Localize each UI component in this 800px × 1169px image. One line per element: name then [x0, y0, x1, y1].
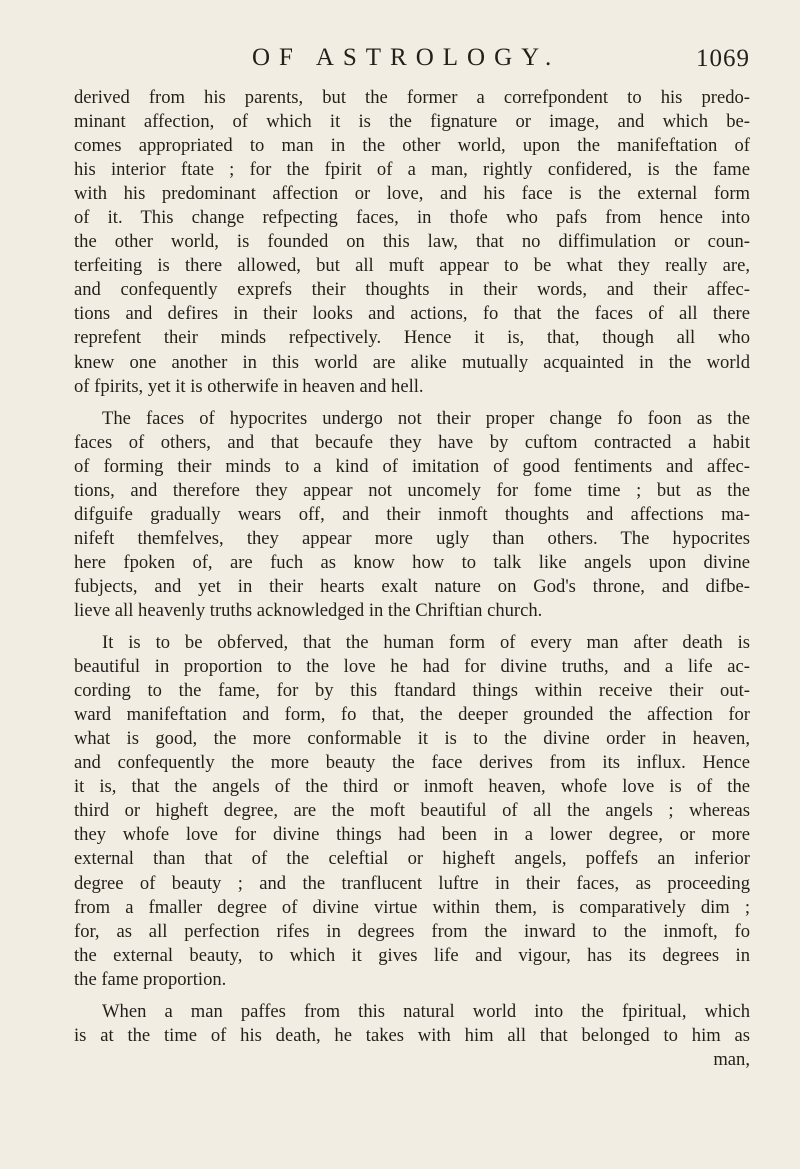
paragraph-gap [74, 399, 750, 407]
text-line: ward manifeftation and form, fo that, the deeper grounded the affection for [74, 704, 750, 726]
text-line: here fpoken of, are fuch as know how to talk like angels upon divine [74, 551, 750, 573]
paragraph-gap [74, 992, 750, 1000]
body-text [74, 86, 750, 1072]
text-line: comes appropriated to man in the other world, upon the manifeftation of [74, 135, 750, 157]
paragraph [74, 407, 750, 623]
text-line: beautiful in proportion to the love he had for divine truths, and a life ac- [74, 656, 750, 678]
paragraph [74, 1000, 750, 1072]
paragraph [74, 631, 750, 992]
running-head [0, 44, 800, 80]
text-line: from a fmaller degree of divine virtue within them, is comparatively dim ; [74, 896, 750, 918]
text-line: lieve all heavenly truths acknowledged in the Chriftian church. [74, 599, 543, 621]
text-line: The faces of hypocrites undergo not their proper change fo foon as the [102, 407, 750, 429]
text-line: nifeft themfelves, they appear more ugly than others. The hypocrites [74, 527, 750, 549]
catchword: man, [713, 1048, 750, 1070]
text-line: it is, that the angels of the third or inmoft heaven, whofe love is of the [74, 776, 750, 798]
text-line: It is to be obferved, that the human form of every man after death is [102, 632, 750, 654]
text-line: the other world, is founded on this law, that no diffimulation or coun- [74, 231, 750, 253]
text-line: tions and defires in their looks and actions, fo that the faces of all there [74, 303, 750, 325]
text-line: the fame proportion. [74, 968, 227, 990]
text-line: degree of beauty ; and the tranflucent luftre in their faces, as proceeding [74, 872, 750, 894]
text-line: terfeiting is there allowed, but all muft appear to be what they really are, [74, 255, 750, 277]
text-line: and confequently exprefs their thoughts in their words, and their affec- [74, 279, 750, 301]
text-line: knew one another in this world are alike mutually acquainted in the world [74, 351, 750, 373]
text-line: difguife gradually wears off, and their inmoft thoughts and affections ma- [74, 503, 750, 525]
text-line: his interior ftate ; for the fpirit of a man, rightly confidered, is the fame [74, 159, 750, 181]
text-line: tions, and therefore they appear not uncomely for fome time ; but as the [74, 479, 750, 501]
text-line: When a man paffes from this natural world into the fpiritual, which [102, 1000, 750, 1022]
text-line: faces of others, and that becaufe they have by cuftom contracted a habit [74, 431, 750, 453]
paragraph [74, 86, 750, 399]
text-line: derived from his parents, but the former a correfpondent to his predo- [74, 87, 750, 108]
text-line: what is good, the more conformable it is to the divine order in heaven, [74, 728, 750, 750]
text-line: of fpirits, yet it is otherwife in heaven and hell. [74, 375, 424, 397]
text-line: external than that of the celeftial or higheft angels, poffefs an inferior [74, 848, 750, 870]
running-head-title: OF ASTROLOGY. [252, 44, 561, 71]
text-line: with his predominant affection or love, and his face is the external form [74, 183, 750, 205]
text-line: of it. This change refpecting faces, in thofe who pafs from hence into [74, 207, 750, 229]
text-line: minant affection, of which it is the fignature or image, and which be- [74, 111, 750, 133]
text-line: cording to the fame, for by this ftandard things within receive their out- [74, 680, 750, 702]
text-line: and confequently the more beauty the face derives from its influx. Hence [74, 752, 750, 774]
text-line: is at the time of his death, he takes with him all that belonged to him as [74, 1024, 750, 1046]
text-line: of forming their minds to a kind of imitation of good fentiments and affec- [74, 455, 750, 477]
paragraph-gap [74, 623, 750, 631]
text-line: fubjects, and yet in their hearts exalt nature on God's throne, and difbe- [74, 575, 750, 597]
text-line: for, as all perfection rifes in degrees from the inward to the inmoft, fo [74, 920, 750, 942]
text-line: they whofe love for divine things had been in a lower degree, or more [74, 824, 750, 846]
text-line: third or higheft degree, are the moft beautiful of all the angels ; whereas [74, 800, 750, 822]
text-line: the external beauty, to which it gives life and vigour, has its degrees in [74, 944, 750, 966]
text-line: reprefent their minds refpectively. Hence it is, that, though all who [74, 327, 750, 349]
page-number: 1069 [696, 45, 750, 72]
